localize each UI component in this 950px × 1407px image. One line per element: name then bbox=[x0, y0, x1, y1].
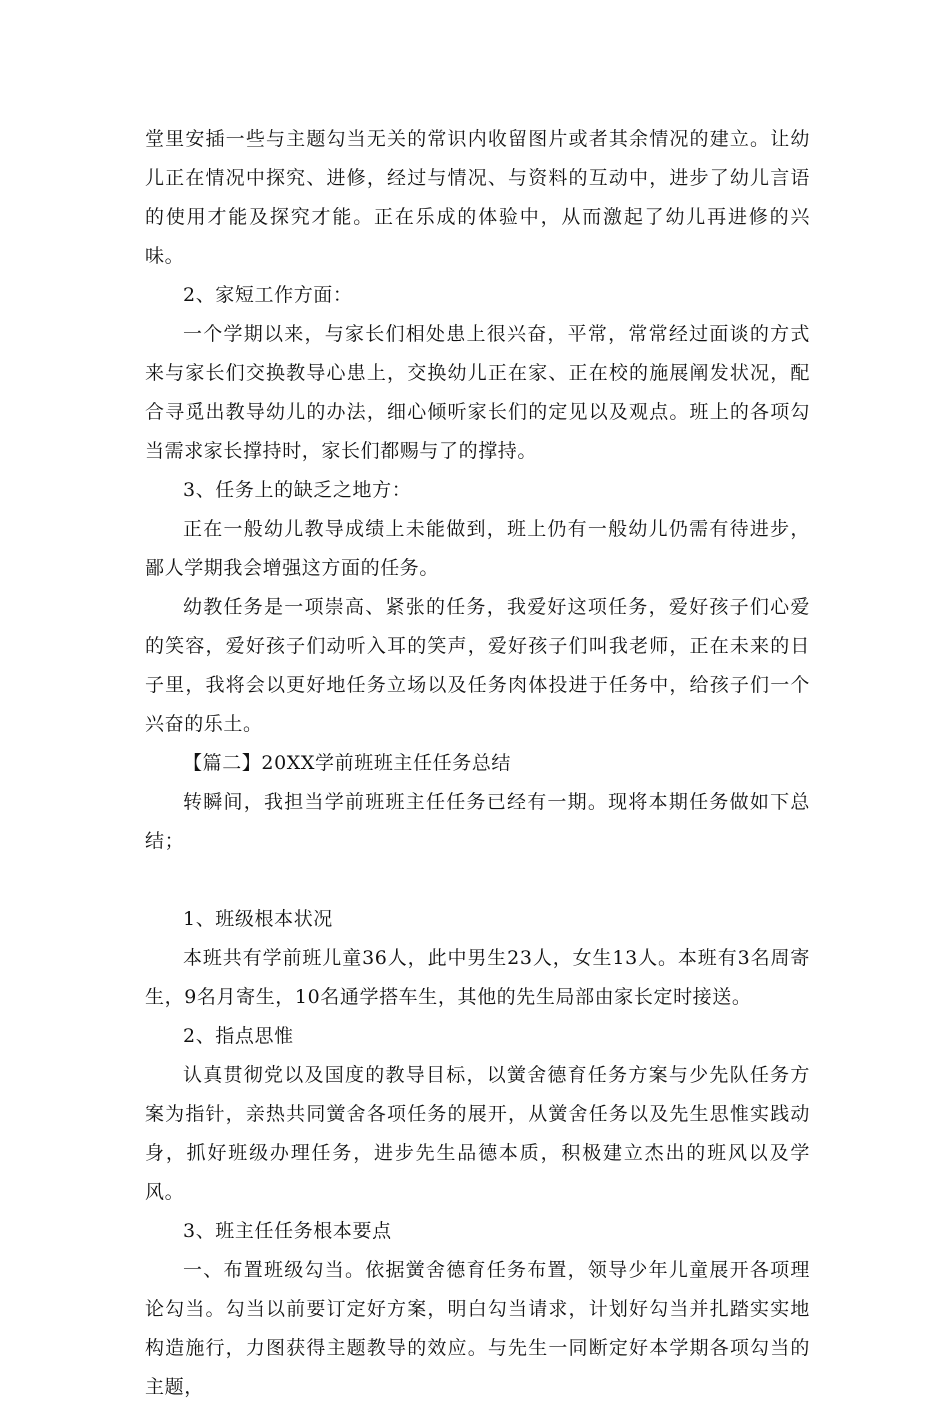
paragraph-conclusion: 幼教任务是一项崇高、紧张的任务，我爱好这项任务，爱好孩子们心爱的笑容，爱好孩子们动听入耳的笑声，爱好孩子们叫我老师，正在未来的日子里，我将会以更好地任务立场以及任务肉体投进于任务中，给孩子们一个兴奋的乐土。 bbox=[145, 596, 810, 735]
blank-line bbox=[145, 861, 810, 900]
heading-shortcomings: 3、任务上的缺乏之地方： bbox=[183, 479, 412, 501]
paragraph-part-two-intro: 转瞬间，我担当学前班班主任任务已经有一期。现将本期任务做如下总结； bbox=[145, 791, 810, 852]
document-page bbox=[145, 120, 810, 1407]
heading-parent-work: 2、家短工作方面： bbox=[183, 284, 353, 306]
paragraph-parent-work: 一个学期以来，与家长们相处患上很兴奋，平常，常常经过面谈的方式来与家长们交换教导心患上，交换幼儿正在家、正在校的施展阐发状况，配合寻觅出教导幼儿的办法，细心倾听家长们的定见以及观点。班上的各项勾当需求家长撑持时，家长们都赐与了的撑持。 bbox=[145, 323, 810, 462]
paragraph-class-situation: 本班共有学前班儿童36人，此中男生23人，女生13人。本班有3名周寄生，9名月寄生，10名通学搭车生，其他的先生局部由家长定时接送。 bbox=[145, 947, 810, 1008]
paragraph-guiding-thought: 认真贯彻党以及国度的教导目标，以黉舍德育任务方案与少先队任务方案为指针，亲热共同黉舍各项任务的展开，从黉舍任务以及先生思惟实践动身，抓好班级办理任务，进步先生品德本质，积极建立杰出的班风以及学风。 bbox=[145, 1064, 810, 1203]
section-title-part-two: 【篇二】20XX学前班班主任任务总结 bbox=[183, 752, 512, 774]
heading-class-situation: 1、班级根本状况 bbox=[183, 908, 333, 930]
heading-guiding-thought: 2、指点思惟 bbox=[183, 1025, 294, 1047]
paragraph-shortcomings: 正在一般幼儿教导成绩上未能做到，班上仍有一般幼儿仍需有待进步，鄙人学期我会增强这方面的任务。 bbox=[145, 518, 810, 579]
paragraph-work-points: 一、布置班级勾当。依据黉舍德育任务布置，领导少年儿童展开各项理论勾当。勾当以前要订定好方案，明白勾当请求，计划好勾当并扎踏实实地构造施行，力图获得主题教导的效应。与先生一同断定好本学期各项勾当的主题， bbox=[145, 1259, 810, 1398]
heading-work-points: 3、班主任任务根本要点 bbox=[183, 1220, 392, 1242]
paragraph-continued-intro: 堂里安插一些与主题勾当无关的常识内收留图片或者其余情况的建立。让幼儿正在情况中探究、进修，经过与情况、与资料的互动中，进步了幼儿言语的使用才能及探究才能。正在乐成的体验中，从而激起了幼儿再进修的兴味。 bbox=[145, 128, 810, 267]
